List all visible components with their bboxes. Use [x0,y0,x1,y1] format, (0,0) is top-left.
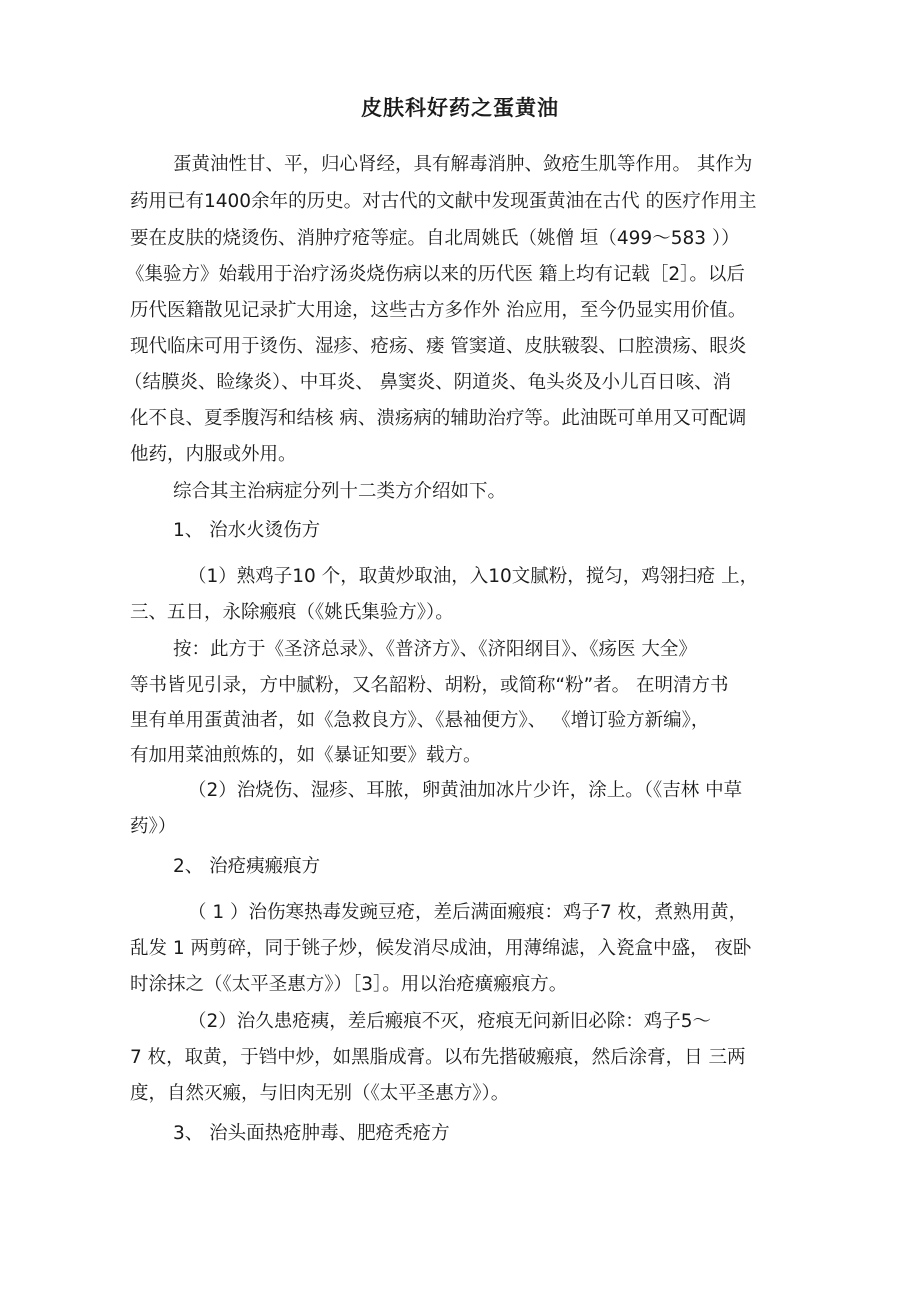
paragraph-line: 7 枚，取黄，于铛中炒，如黑脂成膏。以布先揩破瘢痕，然后涂膏，日 三两 [130,1047,746,1068]
paragraph-line: （2）治烧伤、湿疹、耳脓，卵黄油加冰片少许，涂上。（《吉林 中草 [188,780,743,801]
paragraph-line: 历代医籍散见记录扩大用途，这些古方多作外 治应用，至今仍显实用价值。 [130,300,747,321]
paragraph-line: 化不良、夏季腹泻和结核 病、溃疡病的辅助治疗等。此油既可单用又可配调 [130,408,747,429]
paragraph-line: 等书皆见引录，方中腻粉，又名韶粉、胡粉，或简称“粉”者。 在明清方书 [130,675,729,696]
paragraph-line: 现代临床可用于烫伤、湿疹、疮疡、瘘 管窦道、皮肤皲裂、口腔溃疡、眼炎 [130,336,747,357]
paragraph-line: （ 1 ）治伤寒热毒发豌豆疮，差后满面瘢痕：鸡子7 枚，煮熟用黄， [188,902,748,923]
section-heading: 3、 治头面热疮肿毒、肥疮秃疮方 [173,1123,450,1144]
paragraph-line: 《集验方》始载用于治疗汤炎烧伤病以来的历代医 籍上均有记载［2］。以后 [126,264,745,285]
paragraph-line: （结膜炎、睑缘炎）、中耳炎、 鼻窦炎、阴道炎、龟头炎及小儿百日咳、消 [124,372,732,393]
paragraph-line: 三、五日，永除瘢痕（《姚氏集验方》）。 [130,602,454,623]
paragraph-line: 蛋黄油性甘、平，归心肾经，具有解毒消肿、敛疮生肌等作用。 其作为 [173,154,753,175]
paragraph-line: 药》） [130,816,177,837]
section-heading: 2、 治疮痍瘢痕方 [173,856,321,877]
document-title: 皮肤科好药之蛋黄油 [361,96,559,120]
paragraph-line: 综合其主治病症分列十二类方介绍如下。 [173,481,507,502]
section-heading: 1、 治水火烫伤方 [173,520,321,541]
paragraph-line: 按：此方于《圣济总录》、《普济方》、《济阳纲目》、《疡医 大全》 [173,639,697,660]
paragraph-line: 要在皮肤的烧烫伤、消肿疗疮等症。自北周姚氏（姚僧 垣（499～583 ）） [130,228,740,249]
paragraph-line: 度，自然灭瘢，与旧肉无别（《太平圣惠方》）。 [130,1083,510,1104]
paragraph-line: 他药，内服或外用。 [130,444,297,465]
paragraph-line: （1）熟鸡子10 个，取黄炒取油，入10文腻粉，搅匀，鸡翎扫疮 上， [188,566,759,587]
paragraph-line: 里有单用蛋黄油者，如《急救良方》、《悬袖便方》、 《增订验方新编》， [130,710,710,731]
paragraph-line: 时涂抹之（《太平圣惠方》）［3］。用以治疮癀瘢痕方。 [130,974,568,995]
paragraph-line: 药用已有1400余年的历史。对古代的文献中发现蛋黄油在古代 的医疗作用主 [130,191,757,212]
paragraph-line: 乱发 1 两剪碎，同于铫子炒，候发消尽成油，用薄绵滤，入瓷盒中盛， 夜卧 [130,938,752,959]
paragraph-line: 有加用菜油煎炼的，如《暴证知要》载方。 [130,745,482,766]
paragraph-line: （2）治久患疮痍，差后瘢痕不灭，疮痕无问新旧必除：鸡子5～ [188,1011,712,1032]
